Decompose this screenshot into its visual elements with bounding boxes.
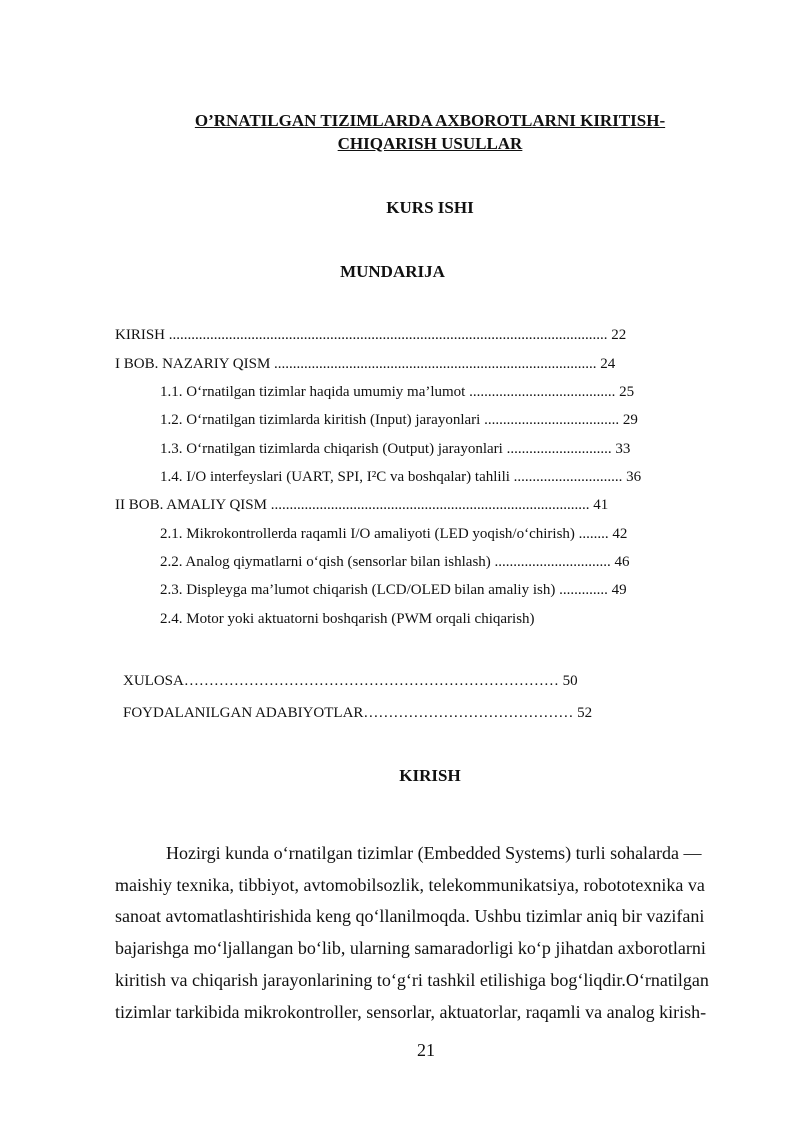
toc-heading: MUNDARIJA <box>340 262 445 281</box>
body-line: maishiy texnika, tibbiyot, avtomobilsozlik, telekommunikatsiya, robototexnika va <box>115 875 705 895</box>
toc-entry-page: 52 <box>573 705 593 721</box>
body-line: Hozirgi kunda o‘rnatilgan tizimlar (Embedded Systems) turli sohalarda — <box>166 843 702 863</box>
toc-entry-page: 46 <box>610 554 630 570</box>
toc-entry <box>160 581 627 599</box>
toc-entry-label: 2.3. Displeyga ma’lumot chiqarish (LCD/OLED bilan amaliy ish) <box>160 582 556 598</box>
toc-entry-dots: ...................................................................................... <box>270 356 597 372</box>
toc-entry-page: 29 <box>619 412 638 428</box>
toc-entry-page: 49 <box>607 582 627 598</box>
toc-entry-label: 1.4. I/O interfeyslari (UART, SPI, I²C va boshqalar) tahlili <box>160 469 510 485</box>
page-number: 21 <box>417 1040 435 1060</box>
toc-entry-label: II BOB. AMALIY QISM <box>115 497 267 513</box>
toc-entry <box>115 355 615 373</box>
toc-entry-label: 1.1. O‘rnatilgan tizimlar haqida umumiy ma’lumot <box>160 384 466 400</box>
toc-entry-dots: ............................ <box>502 441 612 457</box>
toc-entry-page: 36 <box>622 469 642 485</box>
toc-entry <box>160 440 630 458</box>
toc-entry <box>160 411 638 429</box>
toc-entry-page: 25 <box>615 384 635 400</box>
toc-entry <box>160 383 634 401</box>
body-line: kiritish va chiqarish jarayonlarining to‘g‘ri tashkil etilishiga bog‘liqdir.O‘rnatilgan <box>115 970 709 990</box>
toc-entry <box>160 525 627 543</box>
body-line: bajarishga mo‘ljallangan bo‘lib, ularning samaradorligi ko‘p jihatdan axborotlarni <box>115 938 706 958</box>
toc-entry-page: 41 <box>589 497 609 513</box>
body-line: sanoat avtomatlashtirishida keng qo‘llanilmoqda. Ushbu tizimlar aniq bir vazifani <box>115 906 705 926</box>
toc-entry <box>160 468 641 486</box>
toc-entry-label: KIRISH <box>115 327 166 343</box>
toc-entry-dots: ..................................................................................... <box>266 497 590 513</box>
toc-entry-dots: ....................................... <box>465 384 616 400</box>
toc-entry-label: XULOSA <box>123 673 184 689</box>
toc-entry <box>160 553 630 571</box>
toc-entry-page: 33 <box>611 441 631 457</box>
toc-entry-dots: ..................................................................................................................... <box>165 327 608 343</box>
toc-entry <box>123 672 578 690</box>
document-subtitle: KURS ISHI <box>386 198 474 217</box>
toc-entry-label: 1.3. O‘rnatilgan tizimlarda chiqarish (Output) jarayonlari <box>160 441 503 457</box>
toc-entry-label: I BOB. NAZARIY QISM <box>115 356 271 372</box>
toc-entry-dots: ............. <box>555 582 608 598</box>
body-line: tizimlar tarkibida mikrokontroller, sensorlar, aktuatorlar, raqamli va analog kirish- <box>115 1002 707 1022</box>
section-heading: KIRISH <box>399 766 461 785</box>
toc-entry-page: 22 <box>607 327 627 343</box>
toc-entry-dots: ............................. <box>509 469 623 485</box>
toc-entry-dots: .................................... <box>480 412 620 428</box>
toc-entry-page: 42 <box>608 526 628 542</box>
toc-entry-dots: ………………………………………………………………… <box>183 673 563 689</box>
document-title-line-2: CHIQARISH USULLAR <box>337 134 523 153</box>
toc-entry-label: 1.2. O‘rnatilgan tizimlarda kiritish (Input) jarayonlari <box>160 412 481 428</box>
toc-entry-page: 50 <box>562 673 578 689</box>
toc-entry-label: 2.4. Motor yoki aktuatorni boshqarish (PWM orqali chiqarish) <box>160 611 535 627</box>
toc-entry <box>115 326 626 344</box>
toc-entry-label: 2.2. Analog qiymatlarni o‘qish (sensorlar bilan ishlash) <box>160 554 491 570</box>
toc-entry <box>160 610 535 628</box>
toc-entry-dots: …………………………………… <box>363 705 574 721</box>
toc-entry-dots: ............................... <box>490 554 611 570</box>
toc-entry-dots: ........ <box>574 526 609 542</box>
document-title-line-1: O’RNATILGAN TIZIMLARDA AXBOROTLARNI KIRITISH- <box>194 111 666 130</box>
toc-entry <box>115 496 608 514</box>
toc-entry <box>123 704 592 722</box>
toc-entry-label: 2.1. Mikrokontrollerda raqamli I/O amaliyoti (LED yoqish/o‘chirish) <box>160 526 575 542</box>
toc-entry-label: FOYDALANILGAN ADABIYOTLAR <box>123 705 364 721</box>
toc-entry-page: 24 <box>596 356 616 372</box>
